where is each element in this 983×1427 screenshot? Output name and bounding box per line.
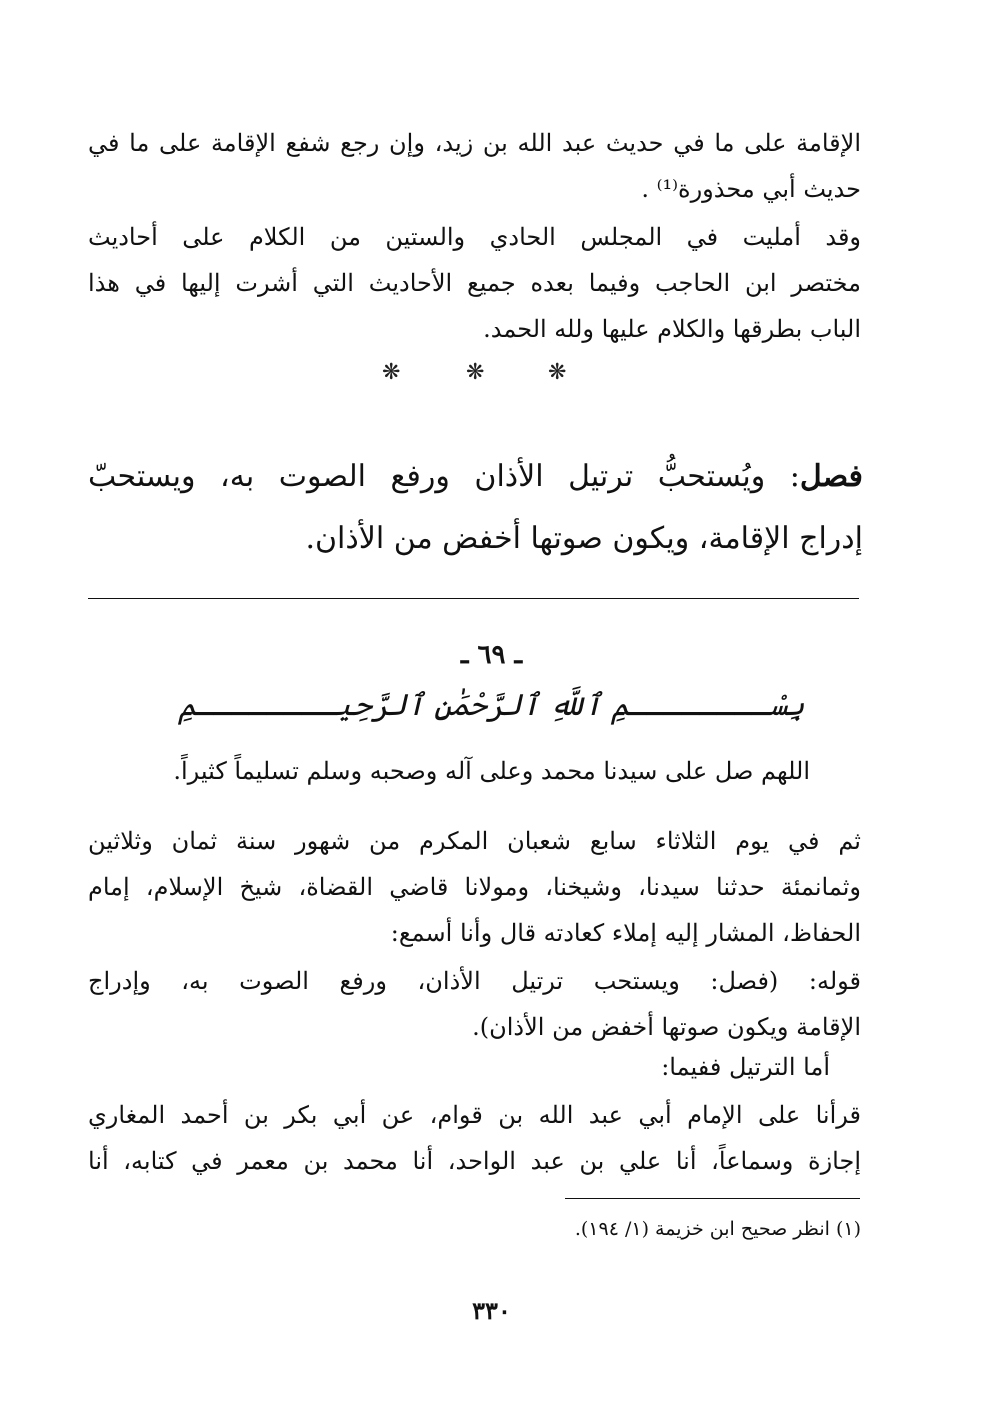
text-line: قوله: (فصل: ويستحب ترتيل الأذان، ورفع الصوت به، وإدراج [88, 967, 861, 995]
paragraph-qawl [88, 958, 861, 1050]
star-ornament-icon: ❋ [466, 360, 485, 385]
basmala: بِسْــــــــمِ ٱللَّهِ ٱلرَّحْمَٰنِ ٱلرَّحِيــــــــمِ [178, 688, 805, 723]
text-line: الباب بطرقها والكلام عليها ولله الحمد. [483, 315, 861, 343]
text-line: قرأنا على الإمام أبي عبد الله بن قوام، عن أبي بكر بن أحمد المغاري [88, 1101, 861, 1129]
text-line: الإقامة على ما في حديث عبد الله بن زيد، وإن رجع شفع الإقامة على ما في [88, 129, 861, 157]
section-separator [0, 360, 983, 390]
fasl-line-1 [88, 446, 863, 508]
matn-divider [88, 598, 859, 599]
text-line: ثم في يوم الثلاثاء سابع شعبان المكرم من شهور سنة ثمان وثلاثين [88, 827, 861, 855]
footnote: (١) انظر صحيح ابن خزيمة (١/ ١٩٤). [574, 1218, 861, 1240]
fasl-line-1-text: : ويُستحبُّ ترتيل الأذان ورفع الصوت به، ويستحبّ [88, 459, 800, 494]
star-ornament-icon: ❋ [548, 360, 567, 385]
fasl-label: فصل [799, 459, 863, 494]
salat-line: اللهم صل على سيدنا محمد وعلى آله وصحبه وسلم تسليماً كثيراً. [173, 757, 810, 785]
text-line: الحفاظ، المشار إليه إملاء كعادته قال وأنا أسمع: [390, 919, 861, 947]
majlis-number: ـ ٦٩ ـ [460, 640, 523, 670]
paragraph-date [88, 818, 861, 956]
text-line: مختصر ابن الحاجب وفيما بعده جميع الأحاديث التي أشرت إليها في هذا [88, 269, 861, 297]
footnote-divider [565, 1198, 860, 1199]
tartil-heading: أما الترتيل ففيما: [661, 1053, 830, 1081]
paragraph-dictation [88, 214, 861, 352]
text-line: حديث أبي محذورة⁽¹⁾ . [641, 175, 861, 203]
fasl-matn-text [88, 446, 863, 570]
text-line: الإقامة ويكون صوتها أخفض من الأذان). [472, 1013, 861, 1041]
star-ornament-icon: ❋ [382, 360, 401, 385]
paragraph-top [88, 120, 861, 212]
text-line: إجازة وسماعاً، أنا علي بن عبد الواحد، أنا محمد بن معمر في كتابه، أنا [88, 1147, 862, 1175]
paragraph-qara [88, 1092, 861, 1184]
page-number: ٣٣٠ [472, 1296, 511, 1325]
text-line: وثمانمئة حدثنا سيدنا، وشيخنا، ومولانا قاضي القضاة، شيخ الإسلام، إمام [88, 873, 861, 901]
text-line: وقد أمليت في المجلس الحادي والستين من الكلام على أحاديث [88, 223, 862, 251]
fasl-line-2: إدراج الإقامة، ويكون صوتها أخفض من الأذان. [305, 521, 863, 556]
